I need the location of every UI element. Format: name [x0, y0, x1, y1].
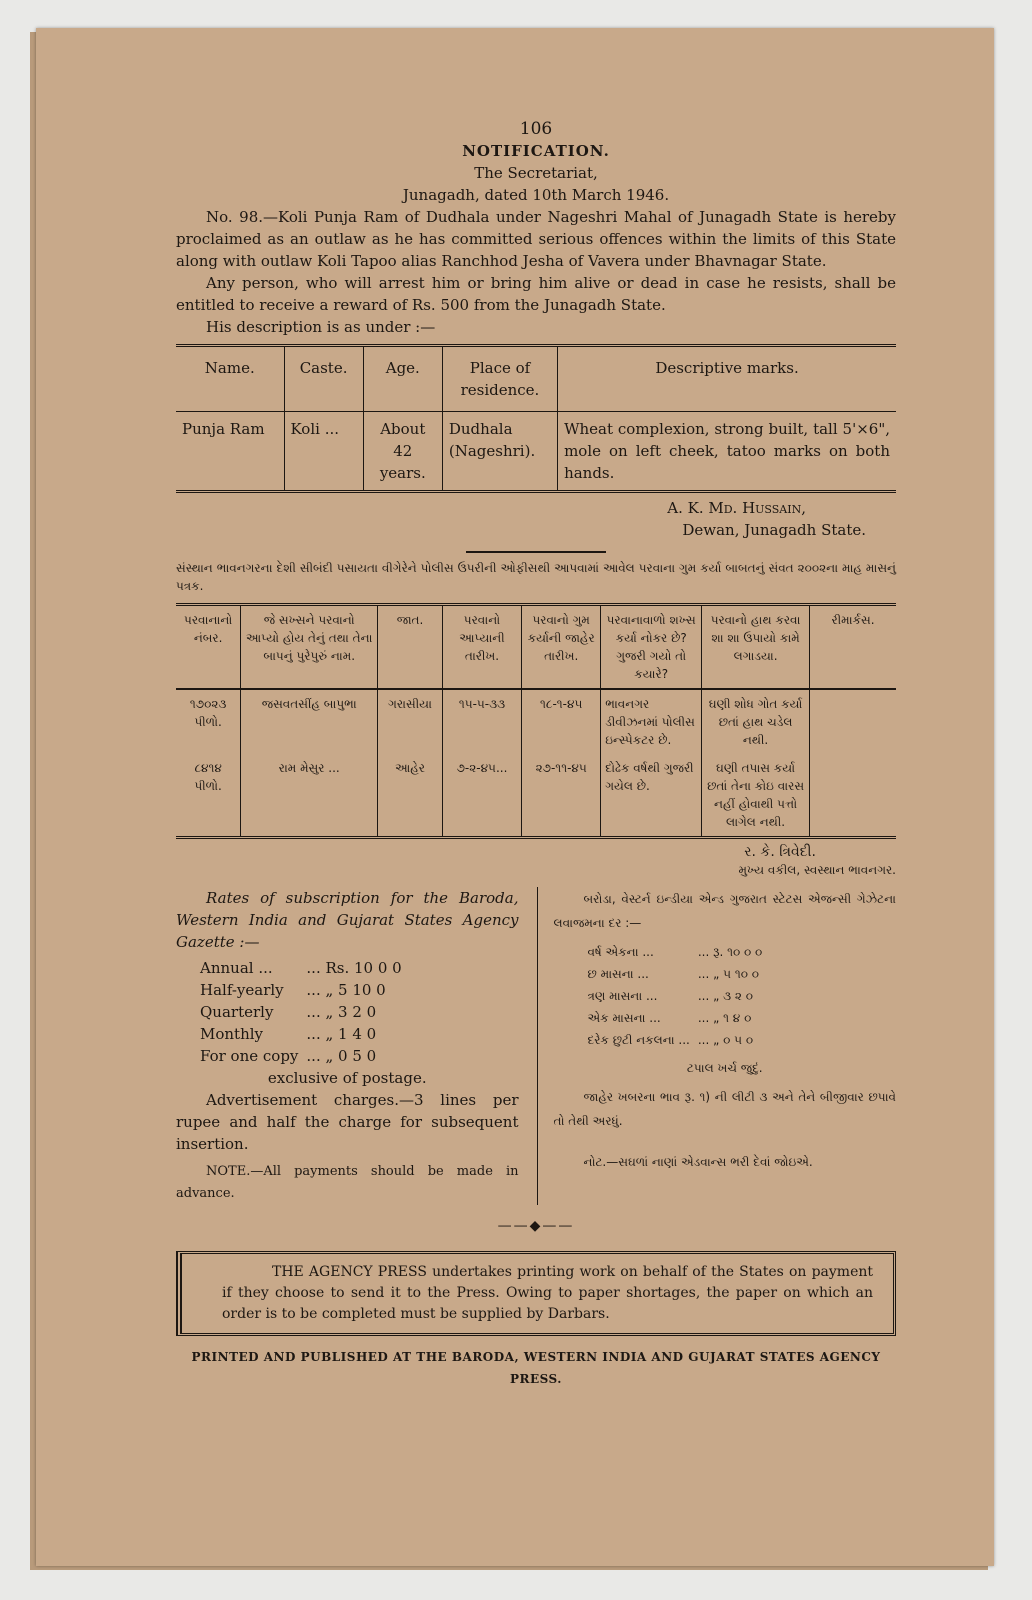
- table-row: [584, 963, 767, 985]
- permit-cell: ભાવનગર ડીવીઝનમાં પોલીસ ઇન્સ્પેકટર છે.: [601, 689, 702, 754]
- rate-label-gu: દરેક છુટી નકલના ...: [587, 1033, 690, 1047]
- table-row: [176, 412, 896, 492]
- ornament-divider: ——◆——: [497, 1218, 575, 1234]
- header-marks: Descriptive marks.: [655, 359, 799, 377]
- cell-residence: Dudhala (Nageshri).: [442, 412, 557, 492]
- table-row: [196, 1045, 406, 1067]
- header-age: Age.: [363, 346, 442, 412]
- rate-label-gu: એક માસના ...: [587, 1011, 661, 1025]
- rate-label: For one copy: [200, 1047, 299, 1065]
- table-row: [176, 689, 896, 754]
- rate-label: Annual ...: [200, 959, 273, 977]
- permit-cell: ૧૮-૧-૪૫: [522, 689, 601, 754]
- permit-cell: [810, 754, 896, 838]
- cell-caste: Koli ...: [284, 412, 363, 492]
- office-line: The Secretariat,: [474, 164, 598, 182]
- permit-col-caste: જાત.: [378, 605, 443, 690]
- dateline: Junagadh, dated 10th March 1946.: [402, 186, 670, 204]
- signature2-name: ર. કે. ત્રિવેદી.: [744, 844, 816, 860]
- postage-note-gu: ટપાલ ખર્ચ જુદું.: [686, 1061, 763, 1075]
- description-table: [176, 344, 896, 493]
- rate-value-gu: ... „ ૦ ૫ ૦: [697, 1033, 754, 1047]
- signature-title: Dewan, Junagadh State.: [682, 521, 866, 539]
- gujarati-heading: સંસ્થાન ભાવનગરના દેશી સીબંદી પસાયતા વીગેરેને પોલીસ ઉપરીની ઓફીસથી આપવામાં આવેલ પરવાના ગુમ કર્યા બાબતનું સંવત ૨૦૦૨ના માહ માસનું પત્રક.: [176, 561, 896, 593]
- rates-intro: Rates of subscription for the Baroda, Western India and Gujarat States Agency Gazette :—: [176, 889, 519, 951]
- permit-cell: આહેર: [378, 754, 443, 838]
- table-row: [196, 979, 406, 1001]
- rate-value: ... „ 5 10 0: [306, 981, 386, 999]
- notice-paragraph-1: No. 98.—Koli Punja Ram of Dudhala under Nageshri Mahal of Junagadh State is hereby proclaimed as an outlaw as he has committed serious offences within the limits of this State along with outlaw Koli Tapoo alias Ranchhod Jesha of Vavera under Bhavnagar State.: [176, 208, 896, 270]
- permit-cell: ૭-૨-૪૫...: [442, 754, 521, 838]
- divider: [466, 551, 606, 553]
- agency-press-notice: THE AGENCY PRESS undertakes printing work on behalf of the States on payment if they choose to send it to the Press. Owing to paper shortages, the paper on which an order is to be completed must be supplied by Darbars.: [176, 1251, 896, 1336]
- signature2-title: મુખ્ય વકીલ, સ્વસ્થાન ભાવનગર.: [738, 863, 896, 877]
- header-caste: Caste.: [284, 346, 363, 412]
- signature-name: A. K. Md. Hussain,: [667, 499, 806, 517]
- permit-cell: ૧૫-૫-૩૩: [442, 689, 521, 754]
- rate-label: Quarterly: [200, 1003, 274, 1021]
- permit-col-issue-date: પરવાનો આપ્યાની તારીખ.: [442, 605, 521, 690]
- table-row: [584, 985, 767, 1007]
- permit-cell: જસવતસીંહ બાપુભા: [241, 689, 378, 754]
- header-name: Name.: [176, 346, 284, 412]
- cell-marks: Wheat complexion, strong built, tall 5'×6", mole on left cheek, tatoo marks on both hands.: [564, 420, 890, 482]
- page-content: [176, 118, 896, 1390]
- permit-col-holder-status: પરવાનાવાળો શખ્સ કર્યા નોકર છે? ગુજરી ગયો તો કયારે?: [601, 605, 702, 690]
- description-header-row: [176, 346, 896, 412]
- permit-col-lost-date: પરવાનો ગુમ કર્યાની જાહેર તારીખ.: [522, 605, 601, 690]
- table-row: [196, 957, 406, 979]
- rates-gujarati: [538, 887, 897, 1205]
- signature-dewan: [176, 497, 896, 541]
- permit-col-remarks: રીમાર્કસ.: [831, 613, 875, 627]
- permit-cell: રામ મેસુર ...: [241, 754, 378, 838]
- header-residence: Place of residence.: [442, 346, 557, 412]
- notice-paragraph-3: His description is as under :—: [206, 318, 436, 336]
- payment-note-gu: નોટ.—સઘળાં નાણાં એડવાન્સ ભરી દેવાં જોઇએ.: [583, 1155, 813, 1169]
- permit-col-name: જે સખ્સને પરવાનો આપ્યો હોય તેનું તથા તેના બાપનું પુરેપુરું નામ.: [241, 605, 378, 690]
- advert-charges-gu: જાહેર ખબરના ભાવ રૂ. ૧) ની લીટી ૩ અને તેને બીજીવાર છપાવે તો તેથી અરધું.: [553, 1090, 896, 1128]
- notification-title: NOTIFICATION.: [462, 142, 610, 160]
- subscription-rates: [176, 887, 896, 1205]
- table-row: [584, 941, 767, 963]
- permit-cell: ઘણી શોધ ગોત કર્યા છતાં હાથ ચડેલ નથી.: [702, 689, 810, 754]
- permit-cell: ૨૭-૧૧-૪૫: [522, 754, 601, 838]
- permits-table: [176, 603, 896, 839]
- permits-header-row: [176, 605, 896, 690]
- permit-cell: ગરાસીયા: [378, 689, 443, 754]
- permit-cell: [810, 689, 896, 754]
- rate-value-gu: ... „ ૫ ૧૦ ૦: [697, 967, 759, 981]
- rate-label-gu: છ માસના ...: [587, 967, 649, 981]
- rates-table-gu: [584, 941, 767, 1051]
- table-row: [584, 1007, 767, 1029]
- rate-label-gu: ત્રણ માસના ...: [587, 989, 658, 1003]
- gazette-page: [36, 28, 994, 1566]
- postage-note: exclusive of postage.: [267, 1069, 427, 1087]
- table-row: [196, 1001, 406, 1023]
- cell-name: Punja Ram: [176, 412, 284, 492]
- rate-value: ... „ 1 4 0: [306, 1025, 377, 1043]
- table-row: [196, 1023, 406, 1045]
- advert-charges: Advertisement charges.—3 lines per rupee and half the charge for subsequent insertion.: [176, 1091, 519, 1153]
- rates-english: [176, 887, 538, 1205]
- permit-cell: ૧૭૦૨૩ પીળો.: [176, 689, 241, 754]
- signature-vakil: [176, 843, 896, 879]
- cell-age: About 42 years.: [363, 412, 442, 492]
- table-row: [176, 754, 896, 838]
- rate-value: ... „ 0 5 0: [306, 1047, 377, 1065]
- rate-value-gu: ... રૂ. ૧૦ ૦ ૦: [697, 945, 763, 959]
- permit-cell: દોઢેક વર્ષથી ગુજરી ગયેલ છે.: [601, 754, 702, 838]
- rates-table: [196, 957, 406, 1067]
- rate-value-gu: ... „ ૩ ૨ ૦: [697, 989, 754, 1003]
- permit-col-efforts: પરવાનો હાથ કરવા શા શા ઉપાયો કામે લગાડયા.: [702, 605, 810, 690]
- permit-cell: ૮૪૧૪ પીળો.: [176, 754, 241, 838]
- rate-value: ... „ 3 2 0: [306, 1003, 377, 1021]
- notice-paragraph-2: Any person, who will arrest him or bring him alive or dead in case he resists, shall be entitled to receive a reward of Rs. 500 from the Junagadh State.: [176, 274, 896, 314]
- rates-intro-gu: બરોડા, વેસ્ટર્ન ઇન્ડીયા એન્ડ ગુજરાત સ્ટેટસ એજન્સી ગેઝેટના લવાજમના દર :—: [553, 892, 896, 930]
- rate-label: Monthly: [200, 1025, 264, 1043]
- table-row: [584, 1029, 767, 1051]
- permit-col-number: પરવાનાનો નંબર.: [176, 605, 241, 690]
- printer-imprint: PRINTED AND PUBLISHED AT THE BARODA, WESTERN INDIA AND GUJARAT STATES AGENCY PRESS.: [191, 1350, 881, 1386]
- rate-label: Half-yearly: [200, 981, 284, 999]
- payment-note: NOTE.—All payments should be made in advance.: [176, 1164, 519, 1201]
- rate-value-gu: ... „ ૧ ૪ ૦: [697, 1011, 752, 1025]
- permit-cell: ઘણી તપાસ કર્યા છતાં તેના કોઇ વારસ નહીં હોવાથી પત્તો લાગેલ નથી.: [702, 754, 810, 838]
- page-number: 106: [519, 119, 553, 139]
- rate-value: ... Rs. 10 0 0: [306, 959, 402, 977]
- rate-label-gu: વર્ષ એકના ...: [587, 945, 654, 959]
